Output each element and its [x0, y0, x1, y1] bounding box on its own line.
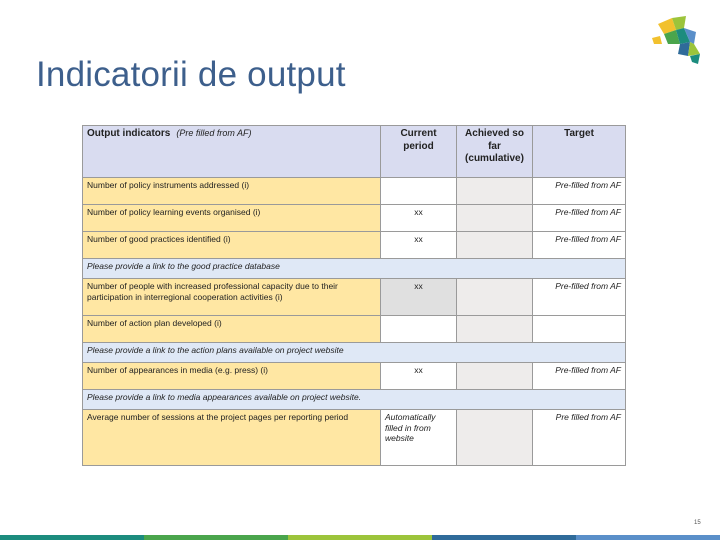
target-value: Pre-filled from AF — [533, 232, 626, 259]
footer-segment — [144, 535, 288, 540]
footer-segment — [432, 535, 576, 540]
target-value: Pre-filled from AF — [533, 363, 626, 390]
note-row — [83, 343, 626, 363]
note-good-practice-link[interactable]: Please provide a link to the good practice database — [83, 259, 626, 279]
footer-segment — [0, 535, 144, 540]
row-label: Average number of sessions at the project pages per reporting period — [83, 410, 381, 466]
current-value[interactable] — [381, 316, 457, 343]
current-value[interactable]: xx — [381, 363, 457, 390]
note-row — [83, 259, 626, 279]
table-row — [83, 363, 626, 390]
table-header-row — [83, 126, 626, 178]
achieved-value — [457, 279, 533, 316]
row-label: Number of action plan developed (i) — [83, 316, 381, 343]
current-value[interactable]: xx — [381, 205, 457, 232]
achieved-value — [457, 363, 533, 390]
achieved-value — [457, 232, 533, 259]
achieved-value — [457, 410, 533, 466]
row-label: Number of good practices identified (i) — [83, 232, 381, 259]
slide-title: Indicatorii de output — [36, 55, 346, 94]
header-output-indicators: Output indicators (Pre filled from AF) — [83, 126, 381, 178]
page-number: 15 — [694, 520, 701, 526]
interreg-logo-icon — [650, 14, 710, 66]
table-row — [83, 178, 626, 205]
table-row — [83, 279, 626, 316]
current-value[interactable]: xx — [381, 232, 457, 259]
header-achieved-so-far: Achieved so far (cumulative) — [457, 126, 533, 178]
footer-segment — [576, 535, 720, 540]
footer-segment — [288, 535, 432, 540]
current-value: Automatically filled in from website — [381, 410, 457, 466]
row-label: Number of policy instruments addressed (i) — [83, 178, 381, 205]
header-current-period: Current period — [381, 126, 457, 178]
row-label: Number of policy learning events organised (i) — [83, 205, 381, 232]
row-label: Number of appearances in media (e.g. press) (i) — [83, 363, 381, 390]
note-row — [83, 390, 626, 410]
achieved-value — [457, 316, 533, 343]
header-target: Target — [533, 126, 626, 178]
target-value: Pre-filled from AF — [533, 279, 626, 316]
footer-color-bar — [0, 535, 720, 540]
current-value[interactable] — [381, 178, 457, 205]
target-value — [533, 316, 626, 343]
current-value[interactable]: xx — [381, 279, 457, 316]
header-prefilled-note: (Pre filled from AF) — [176, 128, 252, 138]
table-row — [83, 205, 626, 232]
table-row — [83, 232, 626, 259]
output-indicators-table — [82, 125, 626, 466]
note-action-plans-link[interactable]: Please provide a link to the action plans available on project website — [83, 343, 626, 363]
table-row — [83, 410, 626, 466]
achieved-value — [457, 205, 533, 232]
target-value: Pre filled from AF — [533, 410, 626, 466]
row-label: Number of people with increased professional capacity due to their participation in interregional cooperation activities (i) — [83, 279, 381, 316]
note-media-link[interactable]: Please provide a link to media appearances available on project website. — [83, 390, 626, 410]
target-value: Pre-filled from AF — [533, 178, 626, 205]
achieved-value — [457, 178, 533, 205]
table-row — [83, 316, 626, 343]
target-value: Pre-filled from AF — [533, 205, 626, 232]
